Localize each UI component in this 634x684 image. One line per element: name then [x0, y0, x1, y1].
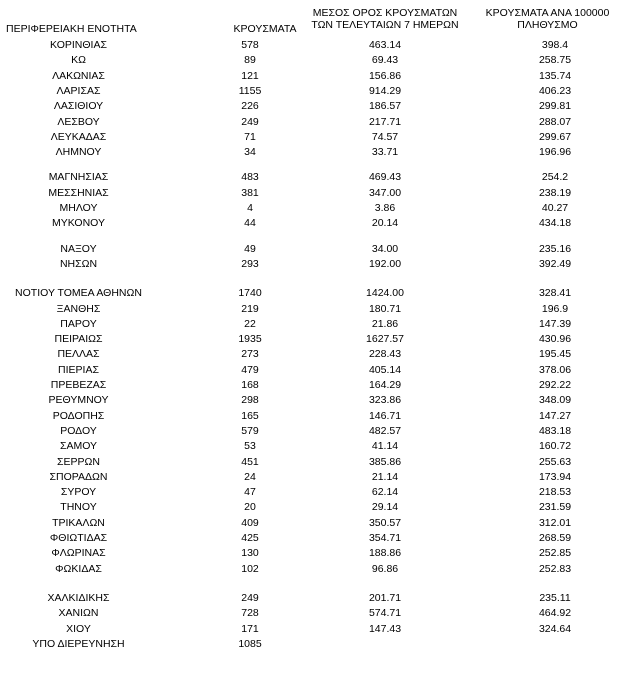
region-cell: ΞΑΝΘΗΣ	[56, 302, 101, 315]
table-row	[0, 637, 634, 652]
avg7-cell: 41.14	[371, 440, 399, 453]
region-cell: ΛΑΡΙΣΑΣ	[56, 84, 101, 97]
table-row	[0, 286, 634, 301]
cases-cell: 293	[241, 257, 259, 270]
region-cell: ΧΙΟΥ	[66, 622, 91, 635]
avg7-cell: 463.14	[368, 39, 402, 51]
cases-cell: 20	[244, 501, 256, 514]
per100k-cell: 312.01	[538, 516, 572, 529]
region-cell: ΦΘΙΩΤΙΔΑΣ	[49, 532, 108, 544]
avg7-cell: 20.14	[371, 217, 399, 230]
region-cell: ΡΕΘΥΜΝΟΥ	[48, 394, 109, 407]
per100k-cell: 196.96	[538, 146, 572, 159]
per100k-cell: 135.74	[538, 69, 572, 82]
region-cell: ΣΥΡΟΥ	[60, 486, 97, 499]
header-region: ΠΕΡΙΦΕΡΕΙΑΚΗ ΕΝΟΤΗΤΑ	[6, 23, 137, 35]
avg7-cell: 96.86	[371, 562, 399, 575]
header-cases: ΚΡΟΥΣΜΑΤΑ	[233, 23, 297, 35]
cases-cell: 249	[241, 591, 259, 604]
header-per100k-line1: ΚΡΟΥΣΜΑΤΑ ΑΝΑ 100000	[485, 7, 610, 19]
avg7-cell: 33.71	[371, 146, 399, 159]
per100k-cell: 235.16	[538, 242, 572, 255]
cases-cell: 249	[241, 115, 259, 128]
cases-cell: 226	[241, 100, 259, 113]
cases-cell: 219	[241, 302, 259, 315]
per100k-cell: 292.22	[538, 379, 572, 391]
per100k-cell: 268.59	[538, 532, 572, 544]
table-row	[0, 317, 634, 332]
cases-cell: 24	[244, 470, 256, 483]
table-row	[0, 546, 634, 561]
per100k-cell: 252.85	[538, 547, 572, 560]
table-row	[0, 216, 634, 231]
table-row	[0, 347, 634, 362]
table-row	[0, 424, 634, 439]
region-cell: ΠΕΙΡΑΙΩΣ	[54, 333, 103, 346]
cases-cell: 578	[241, 39, 259, 51]
region-cell: ΡΟΔΟΥ	[60, 424, 97, 437]
table-row	[0, 363, 634, 378]
table-row	[0, 606, 634, 621]
cases-cell: 44	[244, 217, 256, 230]
per100k-cell: 398.4	[541, 39, 569, 51]
avg7-cell: 354.71	[368, 532, 402, 544]
table-row	[0, 455, 634, 470]
cases-cell: 298	[241, 394, 259, 407]
avg7-cell: 21.14	[371, 470, 399, 483]
table-row	[0, 531, 634, 546]
header-avg7-line1: ΜΕΣΟΣ ΟΡΟΣ ΚΡΟΥΣΜΑΤΩΝ	[312, 7, 458, 19]
cases-cell: 102	[241, 562, 259, 575]
table-row	[0, 562, 634, 577]
avg7-cell: 21.86	[371, 317, 399, 330]
cases-cell: 1740	[238, 287, 262, 300]
region-cell: ΠΑΡΟΥ	[60, 317, 97, 330]
table-row	[0, 439, 634, 454]
table-row	[0, 500, 634, 515]
region-cell: ΜΕΣΣΗΝΙΑΣ	[48, 186, 109, 199]
header-per100k	[465, 7, 630, 31]
avg7-cell: 186.57	[368, 100, 402, 113]
region-cell: ΤΡΙΚΑΛΩΝ	[52, 516, 105, 529]
cases-cell: 165	[241, 409, 259, 422]
cases-cell: 425	[241, 532, 259, 544]
avg7-cell: 469.43	[368, 171, 402, 184]
cases-cell: 89	[244, 54, 256, 67]
region-cell: ΦΩΚΙΔΑΣ	[55, 562, 102, 575]
region-cell: ΣΠΟΡΑΔΩΝ	[49, 470, 108, 483]
cases-cell: 130	[241, 547, 259, 560]
cases-cell: 451	[241, 455, 259, 468]
avg7-cell: 405.14	[368, 363, 402, 376]
avg7-cell: 201.71	[368, 591, 402, 604]
cases-cell: 168	[241, 379, 259, 391]
region-cell: ΚΟΡΙΝΘΙΑΣ	[50, 39, 107, 51]
per100k-cell: 430.96	[538, 333, 572, 346]
region-cell: ΜΑΓΝΗΣΙΑΣ	[48, 171, 109, 184]
table-row	[0, 516, 634, 531]
cases-cell: 171	[241, 622, 259, 635]
table-row	[0, 84, 634, 99]
avg7-cell: 146.71	[368, 409, 402, 422]
region-cell: ΠΡΕΒΕΖΑΣ	[50, 379, 107, 391]
table-row	[0, 257, 634, 272]
region-cell: ΡΟΔΟΠΗΣ	[52, 409, 105, 422]
cases-cell: 47	[244, 486, 256, 499]
region-cell: ΠΙΕΡΙΑΣ	[58, 363, 99, 376]
region-cell: ΤΗΝΟΥ	[60, 501, 97, 514]
per100k-cell: 299.81	[538, 100, 572, 113]
per100k-cell: 254.2	[541, 171, 569, 184]
header-avg7	[300, 7, 470, 31]
per100k-cell: 288.07	[538, 115, 572, 128]
per100k-cell: 147.39	[538, 317, 572, 330]
per100k-cell: 392.49	[538, 257, 572, 270]
per100k-cell: 196.9	[541, 302, 569, 315]
region-cell: ΛΕΣΒΟΥ	[57, 115, 100, 128]
table-row	[0, 115, 634, 130]
avg7-cell: 385.86	[368, 455, 402, 468]
avg7-cell: 914.29	[368, 84, 402, 97]
region-cell: ΥΠΟ ΔΙΕΡΕΥΝΗΣΗ	[32, 637, 125, 650]
avg7-cell: 217.71	[368, 115, 402, 128]
region-cell: ΝΗΣΩΝ	[59, 257, 98, 270]
per100k-cell: 464.92	[538, 607, 572, 620]
table-row	[0, 130, 634, 145]
region-cell: ΝΑΞΟΥ	[60, 242, 97, 255]
table-row	[0, 622, 634, 637]
avg7-cell: 482.57	[368, 424, 402, 437]
cases-cell: 728	[241, 607, 259, 620]
avg7-cell: 574.71	[368, 607, 402, 620]
region-cell: ΛΑΚΩΝΙΑΣ	[52, 69, 105, 82]
cases-cell: 22	[244, 317, 256, 330]
avg7-cell: 228.43	[368, 348, 402, 361]
region-cell: ΦΛΩΡΙΝΑΣ	[51, 547, 106, 560]
region-cell: ΧΑΛΚΙΔΙΚΗΣ	[47, 591, 110, 604]
avg7-cell: 350.57	[368, 516, 402, 529]
header-avg7-line2: ΤΩΝ ΤΕΛΕΥΤΑΙΩΝ 7 ΗΜΕΡΩΝ	[311, 19, 459, 31]
cases-cell: 483	[241, 171, 259, 184]
per100k-cell: 231.59	[538, 501, 572, 514]
avg7-cell: 34.00	[371, 242, 399, 255]
per100k-cell: 40.27	[541, 202, 569, 214]
cases-cell: 4	[247, 202, 253, 214]
avg7-cell: 3.86	[374, 202, 396, 214]
cases-cell: 53	[244, 440, 256, 453]
cases-cell: 381	[241, 186, 259, 199]
per100k-cell: 235.11	[539, 591, 571, 604]
table-row	[0, 145, 634, 160]
per100k-cell: 255.63	[538, 455, 572, 468]
table-row	[0, 470, 634, 485]
per100k-cell: 252.83	[538, 562, 572, 575]
table-row	[0, 53, 634, 68]
table-row	[0, 332, 634, 347]
per100k-cell: 173.94	[538, 470, 572, 483]
table-row	[0, 242, 634, 257]
per100k-cell: 299.67	[538, 130, 572, 143]
cases-cell: 579	[241, 424, 259, 437]
table-row	[0, 591, 634, 606]
cases-cell: 409	[241, 516, 259, 529]
per100k-cell: 238.19	[538, 186, 572, 199]
avg7-cell: 147.43	[368, 622, 402, 635]
region-cell: ΣΕΡΡΩΝ	[57, 455, 100, 468]
avg7-cell: 180.71	[368, 302, 402, 315]
region-cell: ΚΩ	[71, 54, 86, 67]
avg7-cell: 1424.00	[366, 287, 404, 300]
cases-cell: 479	[241, 363, 259, 376]
region-cell: ΣΑΜΟΥ	[59, 440, 98, 453]
avg7-cell: 323.86	[368, 394, 402, 407]
cases-cell: 1085	[238, 637, 262, 650]
region-cell: ΧΑΝΙΩΝ	[58, 607, 99, 620]
cases-cell: 1935	[238, 333, 262, 346]
per100k-cell: 147.27	[538, 409, 572, 422]
per100k-cell: 483.18	[538, 424, 572, 437]
per100k-cell: 324.64	[538, 622, 572, 635]
table-row	[0, 393, 634, 408]
region-cell: ΛΑΣΙΘΙΟΥ	[53, 100, 104, 113]
cases-cell: 71	[244, 130, 256, 143]
avg7-cell: 74.57	[371, 130, 399, 143]
avg7-cell: 156.86	[368, 69, 402, 82]
cases-cell: 121	[241, 69, 259, 82]
avg7-cell: 1627.57	[366, 333, 404, 346]
region-cell: ΛΗΜΝΟΥ	[55, 146, 102, 159]
avg7-cell: 164.29	[368, 379, 402, 391]
table-row	[0, 302, 634, 317]
table-row	[0, 409, 634, 424]
region-cell: ΠΕΛΛΑΣ	[57, 348, 100, 361]
avg7-cell: 347.00	[368, 186, 402, 199]
avg7-cell: 69.43	[371, 54, 399, 67]
region-cell: ΛΕΥΚΑΔΑΣ	[50, 130, 107, 143]
region-cell: ΝΟΤΙΟΥ ΤΟΜΕΑ ΑΘΗΝΩΝ	[15, 287, 142, 300]
per100k-cell: 378.06	[538, 363, 572, 376]
avg7-cell: 188.86	[368, 547, 402, 560]
per100k-cell: 258.75	[538, 54, 572, 67]
per100k-cell: 434.18	[538, 217, 572, 230]
per100k-cell: 406.23	[538, 84, 572, 97]
table-row	[0, 378, 634, 393]
per100k-cell: 328.41	[538, 287, 572, 300]
cases-cell: 49	[244, 242, 256, 255]
per100k-cell: 218.53	[538, 486, 572, 499]
table-row	[0, 485, 634, 500]
avg7-cell: 29.14	[371, 501, 399, 514]
cases-cell: 1155	[238, 84, 262, 97]
table-row	[0, 99, 634, 114]
cases-cell: 273	[241, 348, 259, 361]
avg7-cell: 192.00	[368, 257, 402, 270]
avg7-cell: 62.14	[371, 486, 399, 499]
table-row	[0, 69, 634, 84]
header-per100k-line2: ΠΛΗΘΥΣΜΟ	[517, 19, 578, 31]
per100k-cell: 348.09	[538, 394, 572, 407]
table-row	[0, 186, 634, 201]
table-row	[0, 201, 634, 216]
per100k-cell: 160.72	[538, 440, 572, 453]
region-cell: ΜΥΚΟΝΟΥ	[51, 217, 105, 230]
per100k-cell: 195.45	[538, 348, 572, 361]
region-cell: ΜΗΛΟΥ	[59, 202, 98, 214]
table-row	[0, 170, 634, 185]
table-row	[0, 38, 634, 53]
cases-cell: 34	[244, 146, 256, 159]
